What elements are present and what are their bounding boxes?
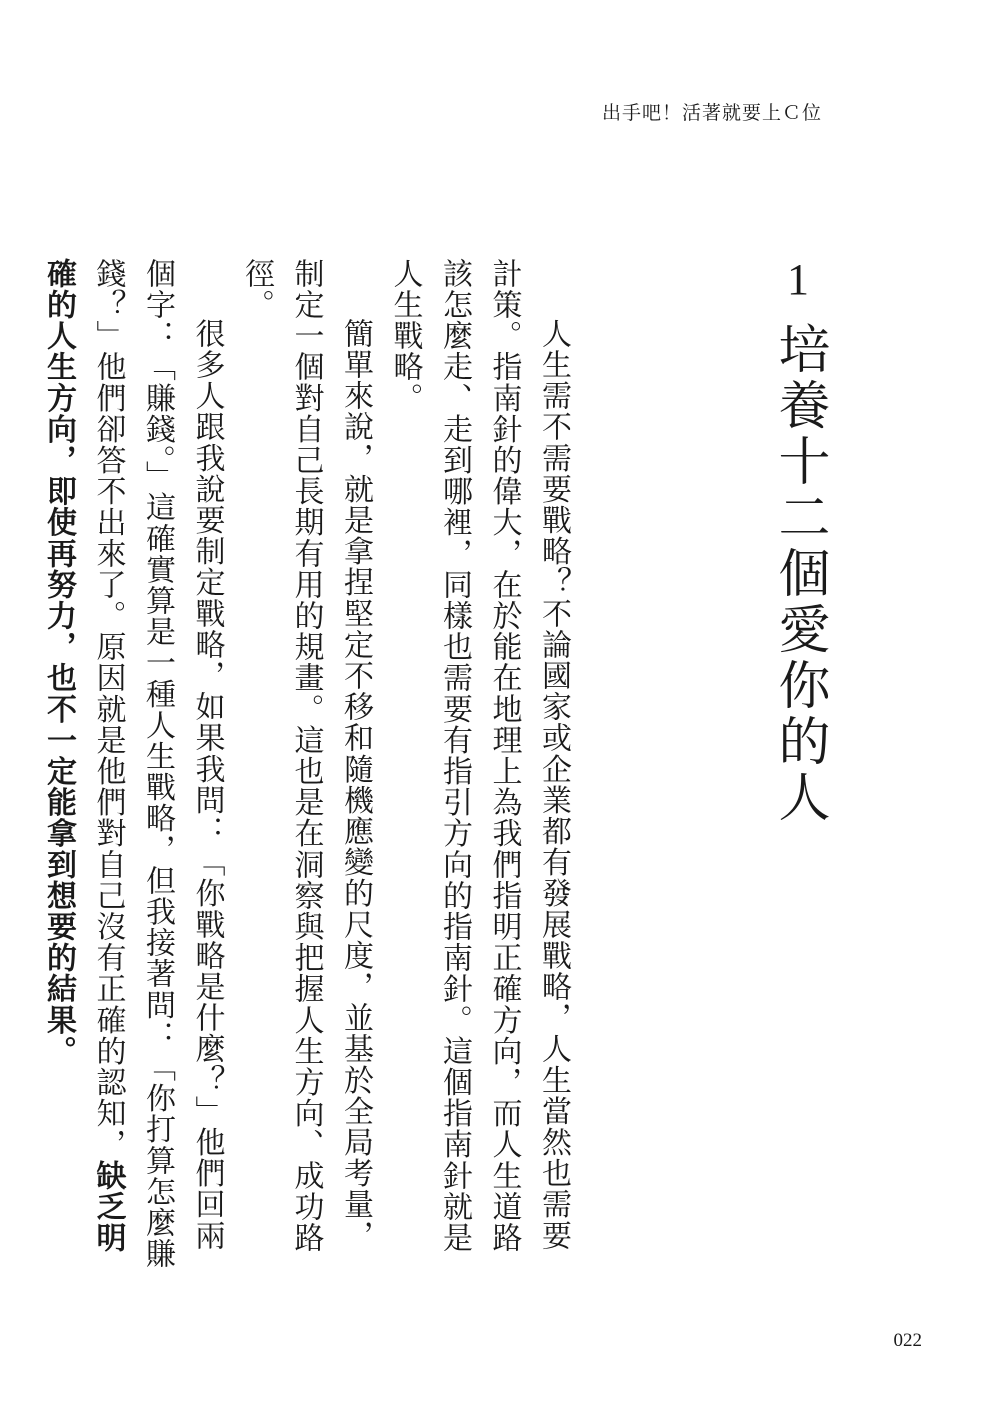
paragraph-3-emphasis: 缺乏明確的人生方向，即使再努力，也不一定能拿到想要的結果。	[41, 258, 126, 1254]
chapter-number: 1	[787, 255, 809, 304]
paragraph-3-plain: 很多人跟我說要制定戰略，如果我問：「你戰略是什麼？」他們回兩個字：「賺錢。」這確實算是一種人生戰略，但我接著問：「你打算怎麼賺錢？」他們卻答不出來了。原因就是他們對自己沒有正確的認知，	[90, 258, 225, 1270]
body-text	[41, 258, 578, 1278]
chapter-title: 培養十二個愛你的人	[769, 322, 829, 826]
running-header: 出手吧！活著就要上Ｃ位	[601, 102, 822, 124]
page-number: 022	[893, 1330, 922, 1351]
paragraph-1: 人生需不需要戰略？不論國家或企業都有發展戰略，人生當然也需要計策。指南針的偉大，在於能在地理上為我們指明正確方向，而人生道路該怎麼走、走到哪裡，同樣也需要有指引方向的指南針。這個指南針就是人生戰略。	[387, 258, 571, 1254]
paragraph-2: 簡單來說，就是拿捏堅定不移和隨機應變的尺度，並基於全局考量，制定一個對自己長期有用的規畫。這也是在洞察與把握人生方向、成功路徑。	[239, 258, 373, 1254]
paragraph-3	[34, 258, 232, 1278]
